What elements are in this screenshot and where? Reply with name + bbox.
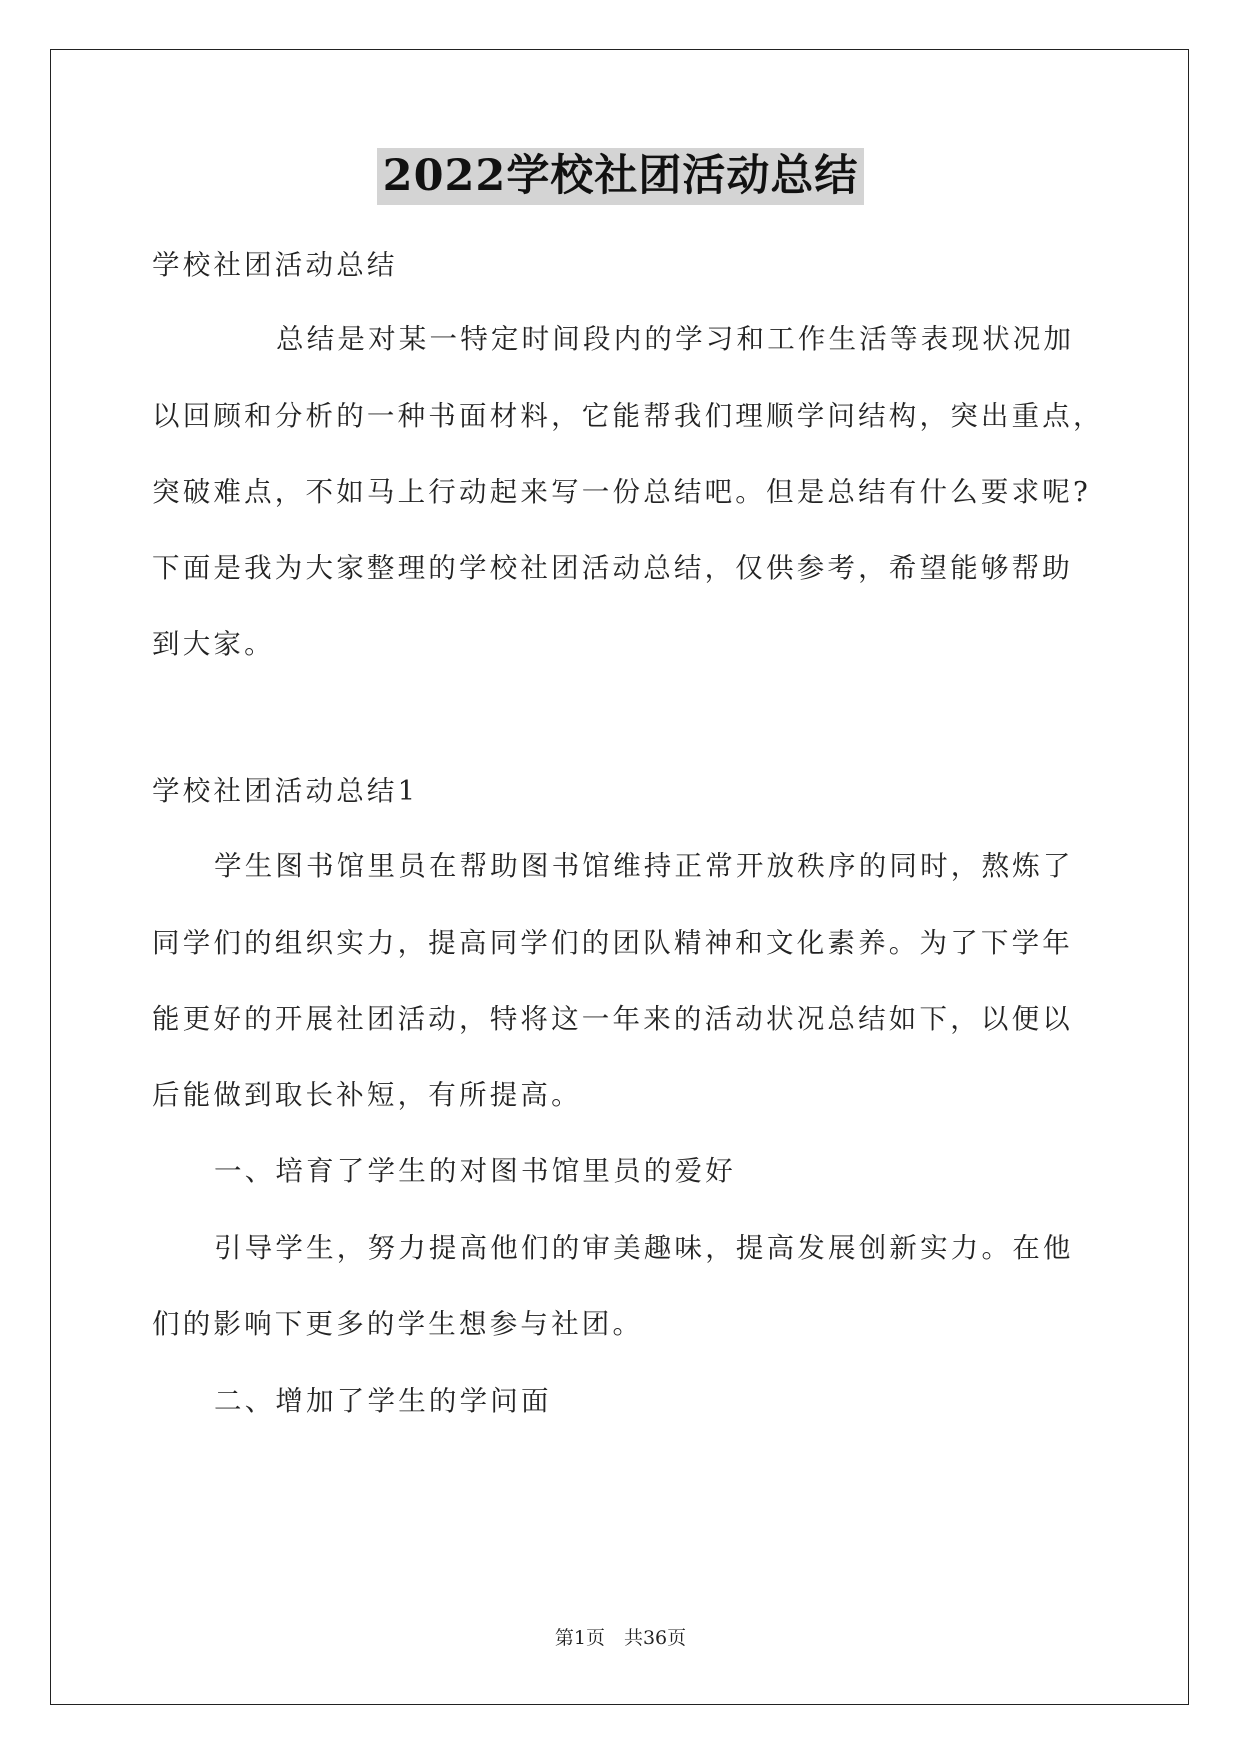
document-title: 2022学校社团活动总结 xyxy=(377,148,865,205)
intro-line: 以回顾和分析的一种书面材料，它能帮我们理顺学问结构，突出重点， xyxy=(152,400,1104,432)
section-line: 后能做到取长补短，有所提高。 xyxy=(152,1079,582,1111)
intro-line: 到大家。 xyxy=(152,628,275,660)
section-line: 能更好的开展社团活动，特将这一年来的活动状况总结如下，以便以 xyxy=(152,1003,1073,1035)
section-heading: 学校社团活动总结1 xyxy=(152,775,419,807)
section-line: 学生图书馆里员在帮助图书馆维持正常开放秩序的同时，熬炼了 xyxy=(214,850,1074,882)
intro-line: 总结是对某一特定时间段内的学习和工作生活等表现状况加 xyxy=(276,323,1075,355)
point-line: 引导学生，努力提高他们的审美趣味，提高发展创新实力。在他 xyxy=(214,1232,1074,1264)
point-line: 们的影响下更多的学生想参与社团。 xyxy=(152,1308,644,1340)
point-heading: 二、增加了学生的学问面 xyxy=(214,1385,552,1417)
intro-line: 下面是我为大家整理的学校社团活动总结，仅供参考，希望能够帮助 xyxy=(152,552,1073,584)
page-footer: 第1页 共36页 xyxy=(554,1627,687,1649)
title-container xyxy=(0,148,1241,205)
subtitle: 学校社团活动总结 xyxy=(152,249,398,281)
section-line: 同学们的组织实力，提高同学们的团队精神和文化素养。为了下学年 xyxy=(152,927,1073,959)
intro-line: 突破难点，不如马上行动起来写一份总结吧。但是总结有什么要求呢? xyxy=(152,476,1091,508)
point-heading: 一、培育了学生的对图书馆里员的爱好 xyxy=(214,1155,736,1187)
